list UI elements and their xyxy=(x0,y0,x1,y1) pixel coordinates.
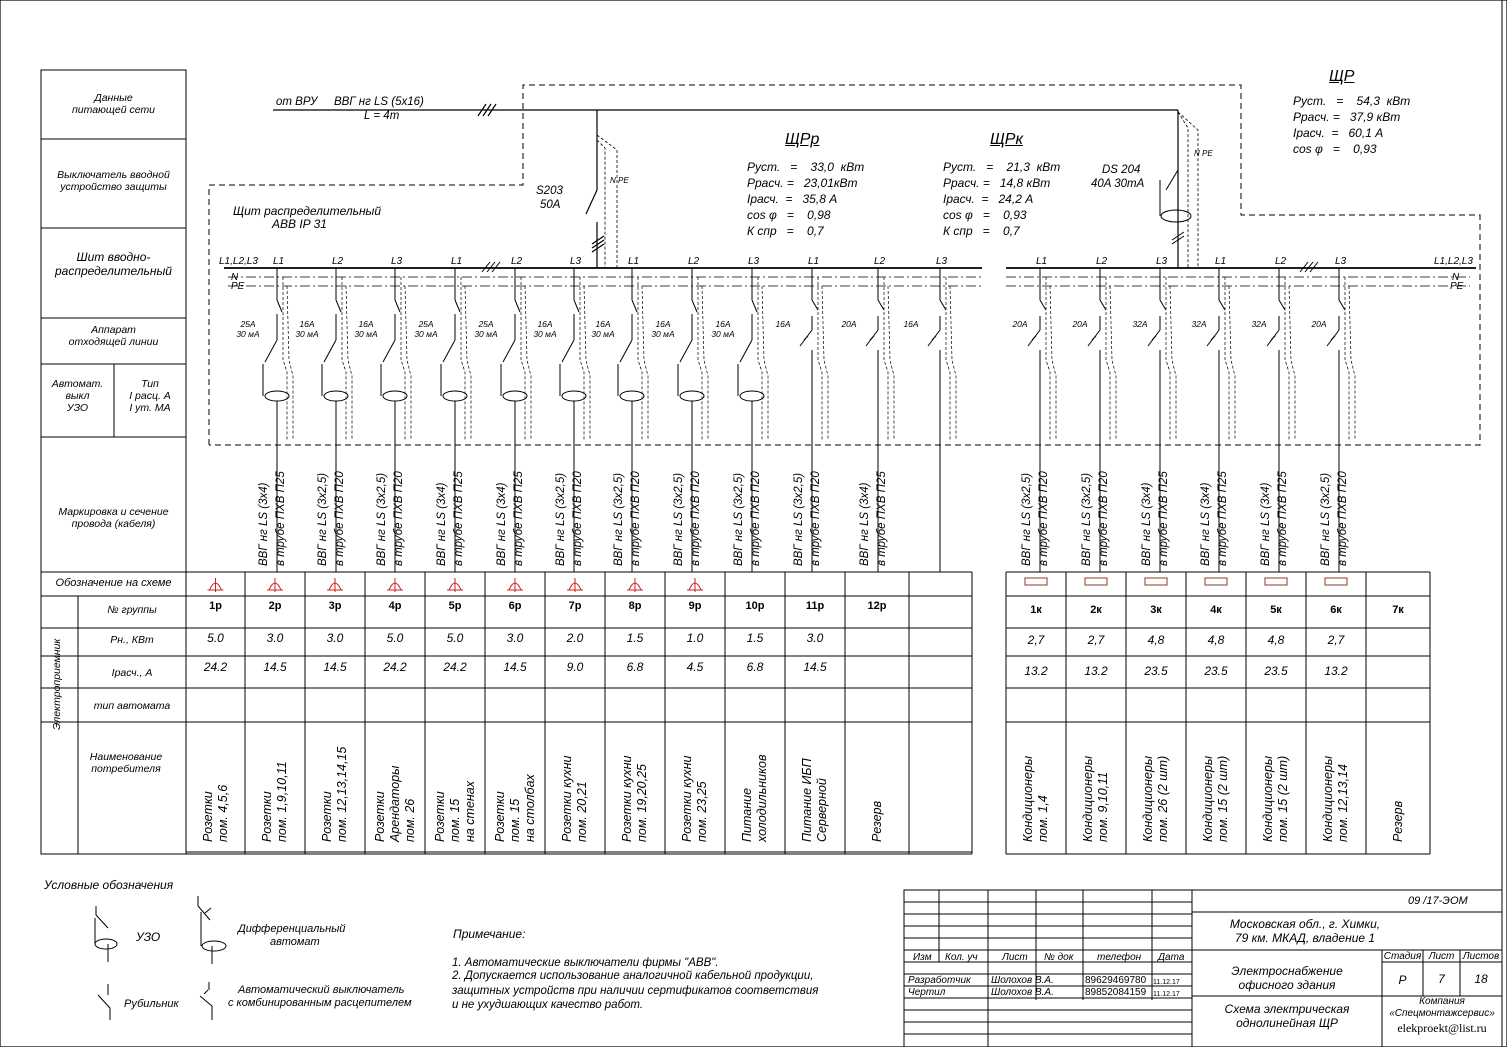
group-num-10р: 10р xyxy=(745,600,765,612)
schematic-symbol-9р xyxy=(687,578,703,592)
hdr-symbol: Обозначение на схеме xyxy=(55,577,172,589)
panel-r-stat-4: К спр = 0,7 xyxy=(747,224,824,238)
conduit-2к: в трубе ПХВ П20 xyxy=(1098,471,1110,566)
schematic-symbol-3к xyxy=(1145,578,1167,585)
hdr-outgoing-device: Аппарат отходящей линии xyxy=(68,324,159,348)
tb-stage: Р xyxy=(1398,973,1407,987)
tb-stage-label: Стадия xyxy=(1383,951,1422,962)
tb-project-2: офисного здания xyxy=(1238,978,1336,992)
rating-12р: 16А xyxy=(903,319,919,329)
schematic-symbol-4к xyxy=(1205,578,1227,585)
n-pe-label-k: N PE xyxy=(1194,149,1213,158)
power-6р: 3.0 xyxy=(506,631,524,645)
power-3к: 4,8 xyxy=(1147,633,1165,647)
current-2р: 14.5 xyxy=(263,660,287,674)
cable-5к: ВВГ нг LS (3х4) xyxy=(1260,482,1272,566)
current-10р: 6.8 xyxy=(746,660,764,674)
phase-label-10р: L1 xyxy=(808,256,820,267)
name-5р-0: Розетки xyxy=(432,791,447,842)
conduit-5р: в трубе ПХВ П25 xyxy=(513,471,525,566)
name-3к-0: Кондиционеры xyxy=(1141,755,1155,842)
current-4р: 24.2 xyxy=(383,660,407,674)
power-8р: 1.5 xyxy=(626,631,644,645)
group-num-6к: 6к xyxy=(1330,604,1342,616)
tb-col-kol: Кол. уч xyxy=(945,952,978,963)
cable-4к: ВВГ нг LS (3х4) xyxy=(1200,482,1212,566)
cable-3р: ВВГ нг LS (3х2,5) xyxy=(376,472,388,566)
phase-label-2р: L2 xyxy=(332,256,344,267)
conduit-1р: в трубе ПХВ П25 xyxy=(275,471,287,566)
name-7р-1: пом. 20,21 xyxy=(575,781,589,842)
name-11р-0: Питание ИБП xyxy=(800,758,814,842)
conduit-10р: в трубе ПХВ П20 xyxy=(810,471,822,566)
rating-2к: 20А xyxy=(1072,319,1088,329)
main-panel-stat-3: cos φ = 0,93 xyxy=(1293,142,1377,156)
conduit-8р: в трубе ПХВ П20 xyxy=(690,471,702,566)
bus-label-right-pe: PE xyxy=(1450,281,1464,292)
rating-6р: 16А xyxy=(537,319,553,329)
leak-9р: 30 мА xyxy=(711,329,735,339)
phase-label-1р: L1 xyxy=(273,256,285,267)
power-5р: 5.0 xyxy=(446,631,464,645)
tb-email: elekproekt@list.ru xyxy=(1397,1021,1487,1035)
schematic-symbol-2р xyxy=(267,578,283,592)
legend-rcd-label: УЗО xyxy=(136,930,161,944)
group-num-4р: 4р xyxy=(388,600,402,612)
feed-length: L = 4m xyxy=(364,110,400,122)
group-num-6р: 6р xyxy=(508,600,522,612)
cable-8р: ВВГ нг LS (3х2,5) xyxy=(673,472,685,566)
panel-k-stat-1: Ррасч. = 14,8 кВт xyxy=(943,176,1051,190)
tb-address-1: Московская обл., г. Химки, xyxy=(1229,917,1381,931)
power-3р: 3.0 xyxy=(326,631,344,645)
tb-col-doc: № док xyxy=(1044,952,1074,963)
current-6р: 14.5 xyxy=(503,660,527,674)
schematic-symbol-8р xyxy=(627,578,643,592)
cable-2к: ВВГ нг LS (3х2,5) xyxy=(1081,472,1093,566)
tb-sheet-title-2: однолинейная ЩР xyxy=(1236,1016,1338,1030)
panel-k-title: ЩРк xyxy=(990,131,1023,148)
hdr-consumer: Электроприемник xyxy=(51,638,63,730)
name-12р-0: Резерв xyxy=(869,800,884,842)
conduit-3к: в трубе ПХВ П25 xyxy=(1158,471,1170,566)
name-6к-1: пом. 12,13,14 xyxy=(1336,763,1350,842)
panel-r-stat-2: Iрасч. = 35,8 А xyxy=(747,192,838,206)
current-4к: 23.5 xyxy=(1204,664,1228,678)
power-4р: 5.0 xyxy=(386,631,404,645)
tb-dev-role: Разработчик xyxy=(908,975,971,986)
tb-project-1: Электроснабжение xyxy=(1231,964,1343,978)
name-5к-0: Кондиционеры xyxy=(1261,755,1275,842)
tb-col-tel: телефон xyxy=(1097,952,1142,963)
cable-9р: ВВГ нг LS (3х2,5) xyxy=(733,472,745,566)
conduit-4к: в трубе ПХВ П25 xyxy=(1217,471,1229,566)
n-pe-label-r: N PE xyxy=(610,176,629,185)
schematic-symbol-5р xyxy=(447,578,463,592)
phase-label-6к: L3 xyxy=(1335,256,1347,267)
rating-7р: 16А xyxy=(595,319,611,329)
panel-k-stat-0: Руст. = 21,3 кВт xyxy=(943,160,1061,174)
tb-col-list: Лист xyxy=(1002,952,1028,963)
tb-col-izm: Изм xyxy=(913,952,932,963)
phase-label-5к: L2 xyxy=(1275,256,1287,267)
group-num-5к: 5к xyxy=(1270,604,1282,616)
name-2к-0: Кондиционеры xyxy=(1081,755,1095,842)
main-panel-stats xyxy=(1293,93,1410,157)
current-1к: 13.2 xyxy=(1024,664,1048,678)
group-num-7к: 7к xyxy=(1392,604,1404,616)
notes-line-4: и не ухудшающих качество работ. xyxy=(452,999,644,1011)
conduit-11р: в трубе ПХВ П25 xyxy=(876,471,888,566)
name-4р-1: Арендаторы xyxy=(387,765,402,842)
conduit-6к: в трубе ПХВ П20 xyxy=(1337,471,1349,566)
name-7р-0: Розетки кухни xyxy=(560,755,574,842)
rating-11р: 20А xyxy=(841,319,857,329)
cable-1к: ВВГ нг LS (3х2,5) xyxy=(1021,472,1033,566)
name-5р-1: пом. 15 xyxy=(447,798,462,842)
name-1к-0: Кондиционеры xyxy=(1021,755,1035,842)
input-breaker-r-rating: 50A xyxy=(540,199,561,211)
tb-sheet: 7 xyxy=(1438,972,1445,986)
schematic-symbol-2к xyxy=(1085,578,1107,585)
name-9р-0: Розетки кухни xyxy=(680,755,694,842)
tb-company-2: «Спецмонтажсервис» xyxy=(1389,1008,1495,1019)
power-10р: 1.5 xyxy=(746,631,764,645)
cable-7р: ВВГ нг LS (3х2,5) xyxy=(613,472,625,566)
panel-r-stat-3: cos φ = 0,98 xyxy=(747,208,831,222)
rating-5р: 25А xyxy=(478,319,494,329)
tb-drw-phone: 89852084159 xyxy=(1085,987,1147,998)
group-num-2р: 2р xyxy=(268,600,282,612)
rating-4р: 25А xyxy=(418,319,434,329)
group-num-9р: 9р xyxy=(688,600,702,612)
rcd-symbol-legend xyxy=(95,906,117,962)
name-4р-0: Розетки xyxy=(372,791,387,842)
power-9р: 1.0 xyxy=(686,631,704,645)
leak-3р: 30 мА xyxy=(354,329,378,339)
rating-3р: 16А xyxy=(358,319,374,329)
power-1к: 2,7 xyxy=(1027,633,1045,647)
panel-r-stats xyxy=(747,159,864,239)
panel-k-stats xyxy=(943,159,1060,239)
legend-diff-label-2: автомат xyxy=(270,936,320,948)
feed-cable: ВВГ нг LS (5х16) xyxy=(334,96,424,108)
name-3р-1: пом. 12,13,14,15 xyxy=(335,746,349,842)
group-num-11р: 11р xyxy=(805,600,825,612)
rating-8р: 16А xyxy=(655,319,671,329)
phase-label-1к: L1 xyxy=(1036,256,1048,267)
tb-sheets-label: Листов xyxy=(1462,951,1500,962)
conduit-3р: в трубе ПХВ П20 xyxy=(393,471,405,566)
rating-1к: 20А xyxy=(1012,319,1028,329)
current-7р: 9.0 xyxy=(566,660,584,674)
legend-switch-label: Рубильник xyxy=(124,998,179,1010)
group-num-3р: 3р xyxy=(328,600,342,612)
group-num-1р: 1р xyxy=(209,600,222,612)
hdr-input-breaker: Выключатель вводной устройство защиты xyxy=(57,169,170,193)
legend-cb-label-1: Автоматический выключатель xyxy=(238,984,405,996)
bus-label-right-n: N xyxy=(1452,272,1460,283)
hdr-current: Iрасч., А xyxy=(111,667,153,679)
name-10р-0: Питание xyxy=(740,787,754,842)
input-breaker-r-model: S203 xyxy=(536,185,563,197)
leak-6р: 30 мА xyxy=(533,329,557,339)
group-num-12р: 12р xyxy=(867,600,887,612)
cb-symbol-legend xyxy=(200,982,212,1020)
tb-doc-code: 09 /17-ЭОМ xyxy=(1408,895,1468,907)
rating-5к: 32А xyxy=(1251,319,1267,329)
rating-6к: 20А xyxy=(1311,319,1327,329)
current-2к: 13.2 xyxy=(1084,664,1108,678)
phase-label-3р: L3 xyxy=(391,256,403,267)
conduit-4р: в трубе ПХВ П25 xyxy=(453,471,465,566)
hdr-power: Рн., КВт xyxy=(110,634,154,646)
name-2р-0: Розетки xyxy=(260,791,274,842)
input-breaker-k-model: DS 204 xyxy=(1102,164,1141,176)
phase-label-2к: L2 xyxy=(1096,256,1108,267)
panel-r-stat-0: Руст. = 33,0 кВт xyxy=(747,160,865,174)
panel-r-title: ЩРр xyxy=(785,131,820,148)
phase-label-8р: L2 xyxy=(688,256,700,267)
name-11р-1: Серверной xyxy=(815,778,829,842)
leak-5р: 30 мА xyxy=(474,329,498,339)
leak-7р: 30 мА xyxy=(591,329,615,339)
tb-company-1: Компания xyxy=(1419,996,1465,1007)
current-5р: 24.2 xyxy=(443,660,467,674)
conduit-1к: в трубе ПХВ П20 xyxy=(1038,471,1050,566)
cable-6к: ВВГ нг LS (3х2,5) xyxy=(1320,472,1332,566)
group-num-3к: 3к xyxy=(1150,604,1162,616)
notes-line-1: 1. Автоматические выключатели фирмы "АВВ". xyxy=(452,957,719,969)
name-2к-1: пом. 9,10,11 xyxy=(1096,771,1110,842)
power-6к: 2,7 xyxy=(1327,633,1345,647)
conduit-5к: в трубе ПХВ П25 xyxy=(1277,471,1289,566)
current-3р: 14.5 xyxy=(323,660,347,674)
conduit-9р: в трубе ПХВ П20 xyxy=(750,471,762,566)
name-9р-1: пом. 23,25 xyxy=(695,781,709,842)
legend-cb-label-2: с комбинированным расцепителем xyxy=(228,997,412,1009)
name-1р-0: Розетки xyxy=(200,791,215,842)
tb-dev-phone: 89629469780 xyxy=(1085,975,1147,986)
tb-drw-role: Чертил xyxy=(908,987,946,998)
schematic-symbol-1р xyxy=(208,578,224,592)
rating-1р: 25А xyxy=(240,319,256,329)
main-panel-stat-2: Iрасч. = 60,1 А xyxy=(1293,126,1384,140)
name-3р-0: Розетки xyxy=(320,791,334,842)
tb-drw-name: Шолохов В.А. xyxy=(991,987,1054,998)
name-6р-1: пом. 15 xyxy=(507,798,522,842)
name-1р-1: пом. 4,5,6 xyxy=(215,784,230,842)
cable-3к: ВВГ нг LS (3х4) xyxy=(1141,482,1153,566)
schematic-symbol-6к xyxy=(1325,578,1347,585)
current-1р: 24.2 xyxy=(203,660,228,674)
name-6р-0: Розетки xyxy=(492,791,507,842)
name-8р-1: пом. 19,20,25 xyxy=(635,763,649,842)
bus-label-left-pe: PE xyxy=(231,281,245,292)
phase-label-7р: L1 xyxy=(628,256,640,267)
leak-1р: 30 мА xyxy=(236,329,260,339)
schematic-symbol-4р xyxy=(387,578,403,592)
name-5к-1: пом. 15 (2 шт) xyxy=(1276,755,1290,842)
leak-4р: 30 мА xyxy=(414,329,438,339)
name-2р-1: пом. 1,9,10,11 xyxy=(275,761,289,842)
main-panel-title: ЩР xyxy=(1329,68,1355,85)
current-5к: 23.5 xyxy=(1264,664,1288,678)
tb-sheet-title-1: Схема электрическая xyxy=(1224,1002,1350,1016)
rating-4к: 32А xyxy=(1191,319,1207,329)
name-4к-0: Кондиционеры xyxy=(1201,755,1215,842)
group-num-4к: 4к xyxy=(1210,604,1222,616)
schematic-symbol-7р xyxy=(567,578,583,592)
rating-2р: 16А xyxy=(299,319,315,329)
current-6к: 13.2 xyxy=(1324,664,1348,678)
cabinet-label-1: Щит распределительный xyxy=(233,204,382,218)
hdr-cable: Маркировка и сечение провода (кабеля) xyxy=(58,506,169,530)
switch-symbol-legend xyxy=(98,984,110,1020)
power-2р: 3.0 xyxy=(266,631,284,645)
bus-label-left-phases: L1,L2,L3 xyxy=(219,256,258,267)
hdr-rcd: Автомат. выкл УЗО xyxy=(51,378,104,414)
panel-r-stat-1: Ррасч. = 23,01кВт xyxy=(747,176,858,190)
rating-3к: 32А xyxy=(1132,319,1148,329)
rating-9р: 16А xyxy=(715,319,731,329)
name-3к-1: пом. 26 (2 шт) xyxy=(1156,755,1170,842)
leak-8р: 30 мА xyxy=(651,329,675,339)
tb-dev-date: 11.12.17 xyxy=(1153,979,1180,986)
schematic-symbol-1к xyxy=(1025,578,1047,585)
cable-10р: ВВГ нг LS (3х2,5) xyxy=(793,472,805,566)
rating-10р: 16А xyxy=(775,319,791,329)
phase-label-4к: L1 xyxy=(1215,256,1227,267)
power-2к: 2,7 xyxy=(1087,633,1105,647)
group-num-8р: 8р xyxy=(628,600,642,612)
phase-label-6р: L3 xyxy=(570,256,582,267)
legend-title: Условные обозначения xyxy=(44,878,174,892)
diff-breaker-symbol-legend xyxy=(198,896,226,964)
bus-label-right-phases: L1,L2,L3 xyxy=(1434,256,1473,267)
power-7р: 2.0 xyxy=(566,631,584,645)
cable-4р: ВВГ нг LS (3х4) xyxy=(436,482,448,566)
phase-label-12р: L3 xyxy=(936,256,948,267)
cable-1р: ВВГ нг LS (3х4) xyxy=(258,482,270,566)
panel-k-stat-4: К спр = 0,7 xyxy=(943,224,1020,238)
bus-label-left-n: N xyxy=(231,272,239,283)
input-breaker-k-rating: 40A 30mA xyxy=(1091,178,1145,190)
name-8р-0: Розетки кухни xyxy=(620,755,634,842)
name-4к-1: пом. 15 (2 шт) xyxy=(1216,755,1230,842)
phase-label-11р: L2 xyxy=(874,256,886,267)
power-4к: 4,8 xyxy=(1207,633,1225,647)
tb-dev-name: Шолохов В.А. xyxy=(991,975,1054,986)
hdr-supply-data: Данные питающей сети xyxy=(71,92,156,116)
cable-5р: ВВГ нг LS (3х4) xyxy=(496,482,508,566)
cable-2р: ВВГ нг LS (3х2,5) xyxy=(317,472,329,566)
cable-6р: ВВГ нг LS (3х2,5) xyxy=(555,472,567,566)
power-1р: 5.0 xyxy=(207,631,224,645)
main-panel-stat-0: Руст. = 54,3 кВт xyxy=(1293,94,1411,108)
leak-2р: 30 мА xyxy=(295,329,319,339)
notes-title: Примечание: xyxy=(453,927,526,941)
notes-line-2: 2. Допускается использование аналогичной кабельной продукции, xyxy=(452,970,814,982)
schematic-symbol-6р xyxy=(507,578,523,592)
schematic-symbol-5к xyxy=(1265,578,1287,585)
current-8р: 6.8 xyxy=(626,660,644,674)
phase-label-9р: L3 xyxy=(748,256,760,267)
tb-col-date: Дата xyxy=(1158,952,1185,963)
name-1к-1: пом. 1,4 xyxy=(1036,795,1050,842)
phase-label-4р: L1 xyxy=(451,256,463,267)
group-num-5р: 5р xyxy=(448,600,462,612)
conduit-7р: в трубе ПХВ П20 xyxy=(630,471,642,566)
name-6р-2: на столбах xyxy=(522,774,537,842)
legend-diff-label-1: Дифференциальный xyxy=(238,923,346,935)
hdr-type: Тип I расц. А I ут. МА xyxy=(129,378,171,414)
feed-source: от ВРУ xyxy=(276,96,318,108)
name-4р-2: пом. 26 xyxy=(402,798,417,842)
name-10р-1: холодильников xyxy=(755,754,769,842)
power-5к: 4,8 xyxy=(1267,633,1285,647)
hdr-group-no: № группы xyxy=(107,604,157,616)
phase-label-5р: L2 xyxy=(511,256,523,267)
group-num-1к: 1к xyxy=(1030,604,1042,616)
cable-11р: ВВГ нг LS (3х4) xyxy=(859,482,871,566)
panel-k-stat-3: cos φ = 0,93 xyxy=(943,208,1027,222)
phase-label-3к: L3 xyxy=(1156,256,1168,267)
panel-k-stat-2: Iрасч. = 24,2 А xyxy=(943,192,1034,206)
conduit-2р: в трубе ПХВ П20 xyxy=(334,471,346,566)
tb-address-2: 79 км. МКАД, владение 1 xyxy=(1234,931,1376,945)
power-11р: 3.0 xyxy=(806,631,824,645)
group-num-2к: 2к xyxy=(1090,604,1102,616)
name-7к-0: Резерв xyxy=(1390,800,1405,842)
conduit-6р: в трубе ПХВ П20 xyxy=(572,471,584,566)
group-num-7р: 7р xyxy=(568,600,582,612)
tb-drw-date: 11.12.17 xyxy=(1153,991,1180,998)
tb-sheet-label: Лист xyxy=(1428,951,1455,962)
feeder-12р xyxy=(928,268,956,572)
tb-sheets: 18 xyxy=(1474,972,1488,986)
schematic-symbol-3р xyxy=(327,578,343,592)
input-rcd-k xyxy=(1160,170,1191,244)
current-9р: 4.5 xyxy=(686,660,704,674)
cabinet-label-2: АВВ IP 31 xyxy=(272,217,327,231)
name-5р-2: на стенах xyxy=(462,781,477,842)
main-panel-stat-1: Ррасч. = 37,9 кВт xyxy=(1293,110,1401,124)
hdr-input-panel: Шит вводно- распределительный xyxy=(55,250,172,278)
busbars xyxy=(224,262,1476,286)
name-6к-0: Кондиционеры xyxy=(1321,755,1335,842)
current-3к: 23.5 xyxy=(1144,664,1168,678)
hdr-consumer-name: Наименование потребителя xyxy=(89,751,163,775)
hdr-breaker-type: тип автомата xyxy=(93,700,171,712)
notes-line-3: защитных устройств при наличии сертификатов соответствия xyxy=(452,985,819,997)
current-11р: 14.5 xyxy=(803,660,827,674)
